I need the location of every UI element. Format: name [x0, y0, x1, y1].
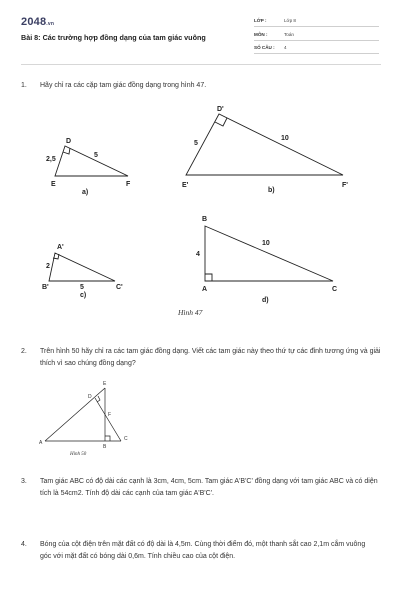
triangle-d-e-f-prime	[186, 114, 343, 175]
right-angle-b-fig50	[105, 436, 110, 441]
class-value: Lớp 8	[284, 18, 296, 23]
label-d-prime: D'	[217, 106, 224, 113]
logo-main: 2048	[21, 16, 47, 28]
fig50-label-f: F	[108, 412, 112, 418]
side-df-value: 5	[94, 152, 98, 159]
label-a: A	[202, 286, 208, 293]
question-3-text: Tam giác ABC có độ dài các cạnh là 3cm, 4cm, 5cm. Tam giác A'B'C' đồng dạng với tam giác ABC và có diện tích là 54cm2. Tính độ dài các cạnh của tam giác A'B'C'.	[40, 478, 378, 497]
side-a-b-prime-value: 2	[46, 263, 50, 270]
figure-b-label: b)	[268, 187, 275, 194]
side-b-c-prime-value: 5	[80, 284, 84, 291]
side-ab-value: 4	[196, 251, 200, 258]
logo-suffix: .vn	[46, 21, 55, 27]
fig50-label-e: E	[103, 381, 107, 387]
figure-50-caption: Hình 50	[70, 452, 87, 457]
label-d: D	[66, 138, 72, 145]
label-e-prime: E'	[182, 182, 189, 189]
side-d-f-prime-value: 10	[281, 135, 289, 142]
question-1-text: Hãy chỉ ra các cặp tam giác đồng dạng trong hình 47.	[40, 82, 207, 89]
question-2-text: Trên hình 50 hãy chỉ ra các tam giác đồng dạng. Viết các tam giác này theo thứ tự các đỉnh tương ứng và giải thích vì sao chúng đồng dạng?	[40, 348, 381, 367]
label-c-prime: C'	[116, 284, 123, 291]
figure-a-label: a)	[82, 189, 89, 196]
side-de-value: 2,5	[46, 156, 56, 163]
count-label: SỐ CÂU :	[254, 45, 275, 50]
label-a-prime: A'	[57, 244, 64, 251]
triangle-a-b-c-prime	[49, 253, 115, 281]
subject-underline	[254, 40, 379, 41]
question-2-number: 2.	[21, 348, 27, 355]
figure-47-caption: Hình 47	[178, 308, 203, 317]
fig50-label-d: D	[88, 394, 92, 400]
question-4-text: Bóng của cột điện trên mặt đất có độ dài là 4,5m. Cùng thời điểm đó, một thanh sắt cao 2,1m cắm vuông góc với mặt đất có bóng dài 0,6m. Tính chiều cao của cột điện.	[40, 541, 366, 560]
count-underline	[254, 53, 379, 54]
right-angle-d-prime	[215, 118, 227, 126]
segment-ae	[45, 388, 105, 441]
label-b: B	[202, 216, 208, 223]
page-title: Bài 8: Các trường hợp đồng dạng của tam giác vuông	[21, 33, 206, 42]
segment-dc	[95, 398, 121, 441]
question-4-number: 4.	[21, 541, 27, 548]
label-f-prime: F'	[342, 182, 348, 189]
header-divider	[21, 64, 381, 65]
label-f: F	[126, 181, 131, 188]
right-angle-d-fig50	[97, 396, 100, 402]
question-3-number: 3.	[21, 478, 27, 485]
label-b-prime: B'	[42, 284, 49, 291]
side-bc-value: 10	[262, 240, 270, 247]
label-e: E	[51, 181, 56, 188]
figure-d-label: d)	[262, 297, 269, 304]
figure-c-label: c)	[80, 292, 87, 299]
triangle-abc	[205, 226, 333, 281]
subject-label: MÔN :	[254, 32, 268, 37]
logo	[21, 16, 54, 28]
right-angle-b	[205, 274, 212, 281]
count-value: 4	[284, 45, 287, 50]
subject-value: Toán	[284, 32, 294, 37]
triangle-def	[55, 146, 128, 176]
class-underline	[254, 26, 379, 27]
fig50-label-a: A	[39, 440, 43, 446]
side-d-e-prime-value: 5	[194, 140, 198, 147]
figure-50	[0, 375, 400, 465]
label-c: C	[332, 286, 338, 293]
figure-47	[0, 95, 400, 325]
question-1-number: 1.	[21, 82, 27, 89]
class-label: LỚP :	[254, 18, 267, 23]
fig50-label-b: B	[103, 444, 107, 450]
fig50-label-c: C	[124, 436, 128, 442]
